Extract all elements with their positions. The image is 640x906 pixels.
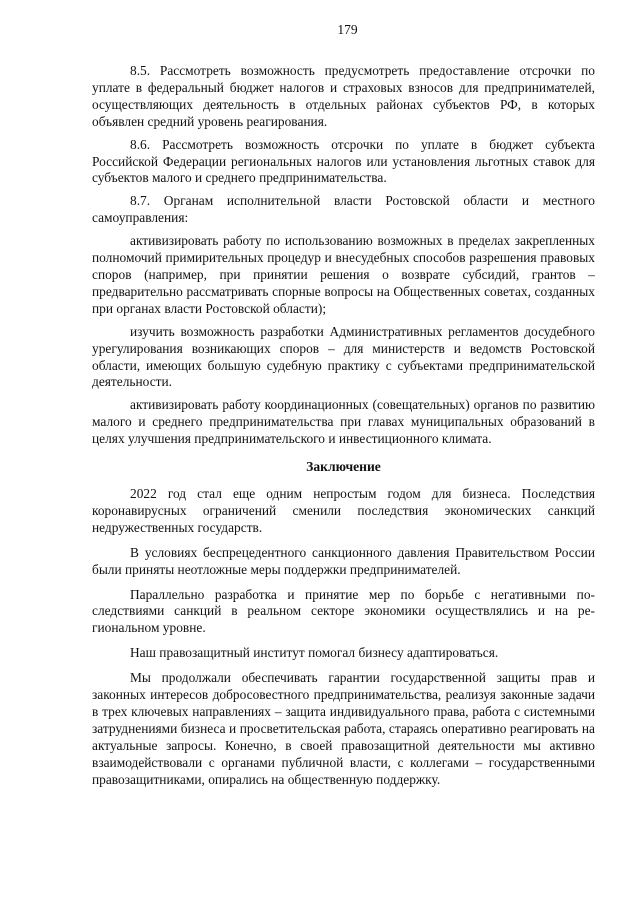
document-page (92, 22, 595, 795)
conclusion-paragraph-4: Наш правозащитный институт помогал бизнесу адаптироваться. (130, 645, 499, 661)
paragraph-8-7-item-3: активизировать работу координационных (совещательных) органов по развитию малого и среднего предпринимательства при главах муниципальных образований в целях улучшения предпринимательского и инвестиционного климата. (92, 397, 595, 447)
section-heading-conclusion: Заключение (306, 459, 381, 475)
paragraph-8-7-item-1: активизировать работу по использованию возможных в пределах закрепленных полномочий примирительных процедур и внесудебных способов разрешения правовых споров (например, при принятии решения о возврате субсидий, грантов – предварительно рассматривать спорные вопросы на Общественных советах, созданных при органах власти Ростовской области); (92, 233, 595, 316)
conclusion-paragraph-2: В условиях беспрецедентного санкционного давления Правительством России были приняты неотложные меры поддержки предпринимателей. (92, 544, 595, 577)
conclusion-paragraph-1: 2022 год стал еще одним непростым годом для бизнеса. Последствия коронавирусных ограничений сменили последствия экономических санкций недружественных государств. (92, 486, 595, 535)
paragraph-8-6: 8.6. Рассмотреть возможность отсрочки по уплате в бюджет субъекта Российской Федерации региональных налогов или установления льготных ставок для субъектов малого и среднего предпринимательства. (92, 136, 595, 186)
paragraph-8-7-item-2: изучить возможность разработки Административных регламентов досудебного урегулирования возникающих споров – для министерств и ведомств Ростовской области, имеющих большую судебную практику с субъектами предпринимательской деятельности. (92, 323, 595, 390)
paragraph-8-5: 8.5. Рассмотреть возможность предусмотреть предоставление отсрочки по уплате в федеральный бюджет налогов и страховых взносов для предпринимателей, осуществляющих деятельность в отдельных районах субъектов РФ, в которых объявлен средний уровень реагирования. (92, 63, 595, 129)
paragraph-8-7: 8.7. Органам исполнительной власти Ростовской области и местного самоуправления: (92, 193, 595, 226)
conclusion-paragraph-5: Мы продолжали обеспечивать гарантии государственной защиты прав и законных интересов добросовестного предпринимательства, реализуя законные задачи в трех ключевых направлениях – защита индивидуального права, работа с системными затруднениями бизнеса и просветительская работа, стараясь оперативно реагировать на актуальные запросы. Конечно, в своей правозащитной деятельности мы активно взаимодействовали с органами публичной власти, с коллегами – государственными правозащитниками, опирались на общественную поддержку. (92, 670, 595, 787)
page-number: 179 (337, 22, 358, 37)
conclusion-paragraph-3: Параллельно разработка и принятие мер по борьбе с негативными последствиями санкций в реальном секторе экономики осуществлялись и на региональном уровне. (92, 586, 595, 636)
